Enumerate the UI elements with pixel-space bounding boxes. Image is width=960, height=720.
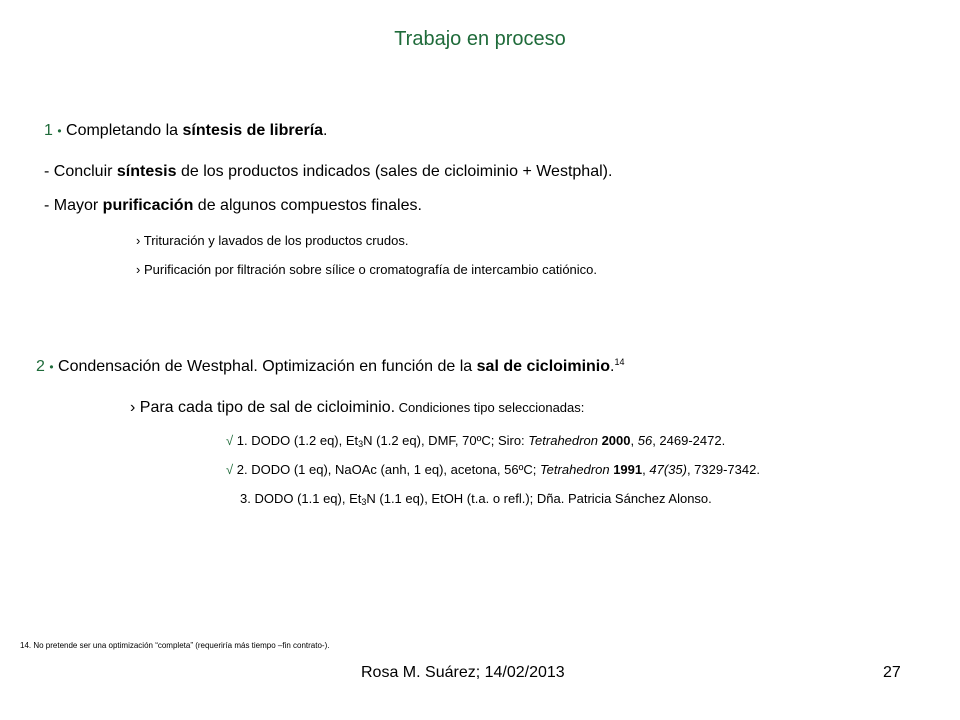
section-2-text-b: sal de cicloiminio	[476, 358, 611, 375]
line-2-b: purificación	[102, 197, 194, 214]
section-1-heading	[44, 122, 328, 140]
bullet-icon: •	[57, 124, 62, 138]
line-2-c: de algunos compuestos finales.	[193, 197, 422, 214]
section-1-line-1	[44, 163, 612, 181]
line-1-c: de los productos indicados (sales de cicloiminio + Westphal).	[176, 163, 613, 180]
condition-2-pages: , 7329-7342.	[686, 462, 760, 477]
condition-3-a: 3. DODO (1.1 eq), Et	[240, 491, 362, 506]
line-2-a: - Mayor	[44, 197, 103, 214]
condition-1-b: N (1.2 eq), DMF, 70ºC; Siro:	[363, 433, 529, 448]
checkmark-icon: √	[226, 433, 234, 448]
section-1-line-2	[44, 197, 422, 215]
condition-1: √ 1. DODO (1.2 eq), $Et_3N$ (1.2 eq), DMF, 70ºC; Siro: Tetrahedron 2000, 56, 2469-2472.	[226, 433, 726, 449]
condition-1-journal: Tetrahedron	[528, 433, 598, 448]
condition-2-volume: 47(35)	[649, 462, 687, 477]
section-1-text-c: .	[323, 122, 328, 139]
section-1-text-b: síntesis de librería	[182, 122, 324, 139]
section-2-paragraph	[130, 399, 584, 417]
sub-item-2-text: Purificación por filtración sobre sílice o cromatografía de intercambio catiónico.	[143, 262, 598, 277]
condition-1-a: 1. DODO (1.2 eq), Et	[236, 433, 359, 448]
chevron-right-icon: ›	[136, 233, 141, 248]
sub-item-1	[136, 233, 408, 248]
condition-2: √ 2. DODO (1 eq), NaOAc (anh, 1 eq), acetona, 56ºC; Tetrahedron 1991, 47(35), 7329-7342.	[226, 462, 760, 477]
sub-item-2	[136, 262, 597, 277]
condition-1-pages: , 2469-2472.	[652, 433, 726, 448]
reference-marker: 14	[614, 357, 625, 367]
condition-3-subscript: 3	[361, 497, 367, 507]
condition-2-year: 1991	[613, 462, 643, 477]
paragraph-tail: Condiciones tipo seleccionadas:	[395, 400, 585, 415]
condition-2-journal: Tetrahedron	[539, 462, 610, 477]
condition-2-a: 2. DODO (1 eq), NaOAc (anh, 1 eq), acetona, 56ºC;	[236, 462, 540, 477]
sub-item-1-text: Trituración y lavados de los productos crudos.	[143, 233, 409, 248]
footer-author-date: Rosa M. Suárez; 14/02/2013	[361, 664, 565, 681]
slide-title: Trabajo en proceso	[394, 28, 566, 50]
condition-3-b: N (1.1 eq), EtOH (t.a. o refl.); Dña. Patricia Sánchez Alonso.	[366, 491, 712, 506]
section-2-text-a: Condensación de Westphal. Optimización en función de la	[53, 358, 477, 375]
chevron-right-icon: ›	[130, 399, 136, 416]
section-2-number: 2	[36, 358, 45, 375]
bullet-icon: •	[49, 360, 54, 374]
page-number: 27	[883, 664, 901, 681]
line-1-a: - Concluir	[44, 163, 117, 180]
condition-1-volume: 56	[637, 433, 653, 448]
section-2-text-c: .	[610, 358, 615, 375]
section-1-number: 1	[44, 122, 53, 139]
line-1-b: síntesis	[116, 163, 177, 180]
chevron-right-icon: ›	[136, 262, 141, 277]
section-1-text-a: Completando la	[61, 122, 183, 139]
footnote: 14. No pretende ser una optimización “completa” (requeriría más tiempo –fin contrato-).	[20, 641, 330, 650]
paragraph-lead: Para cada tipo de sal de cicloiminio.	[139, 399, 396, 416]
checkmark-icon: √	[226, 462, 234, 477]
condition-1-subscript: 3	[358, 439, 364, 449]
section-2-heading	[36, 357, 624, 376]
condition-1-year: 2000	[601, 433, 631, 448]
condition-3	[240, 491, 712, 507]
